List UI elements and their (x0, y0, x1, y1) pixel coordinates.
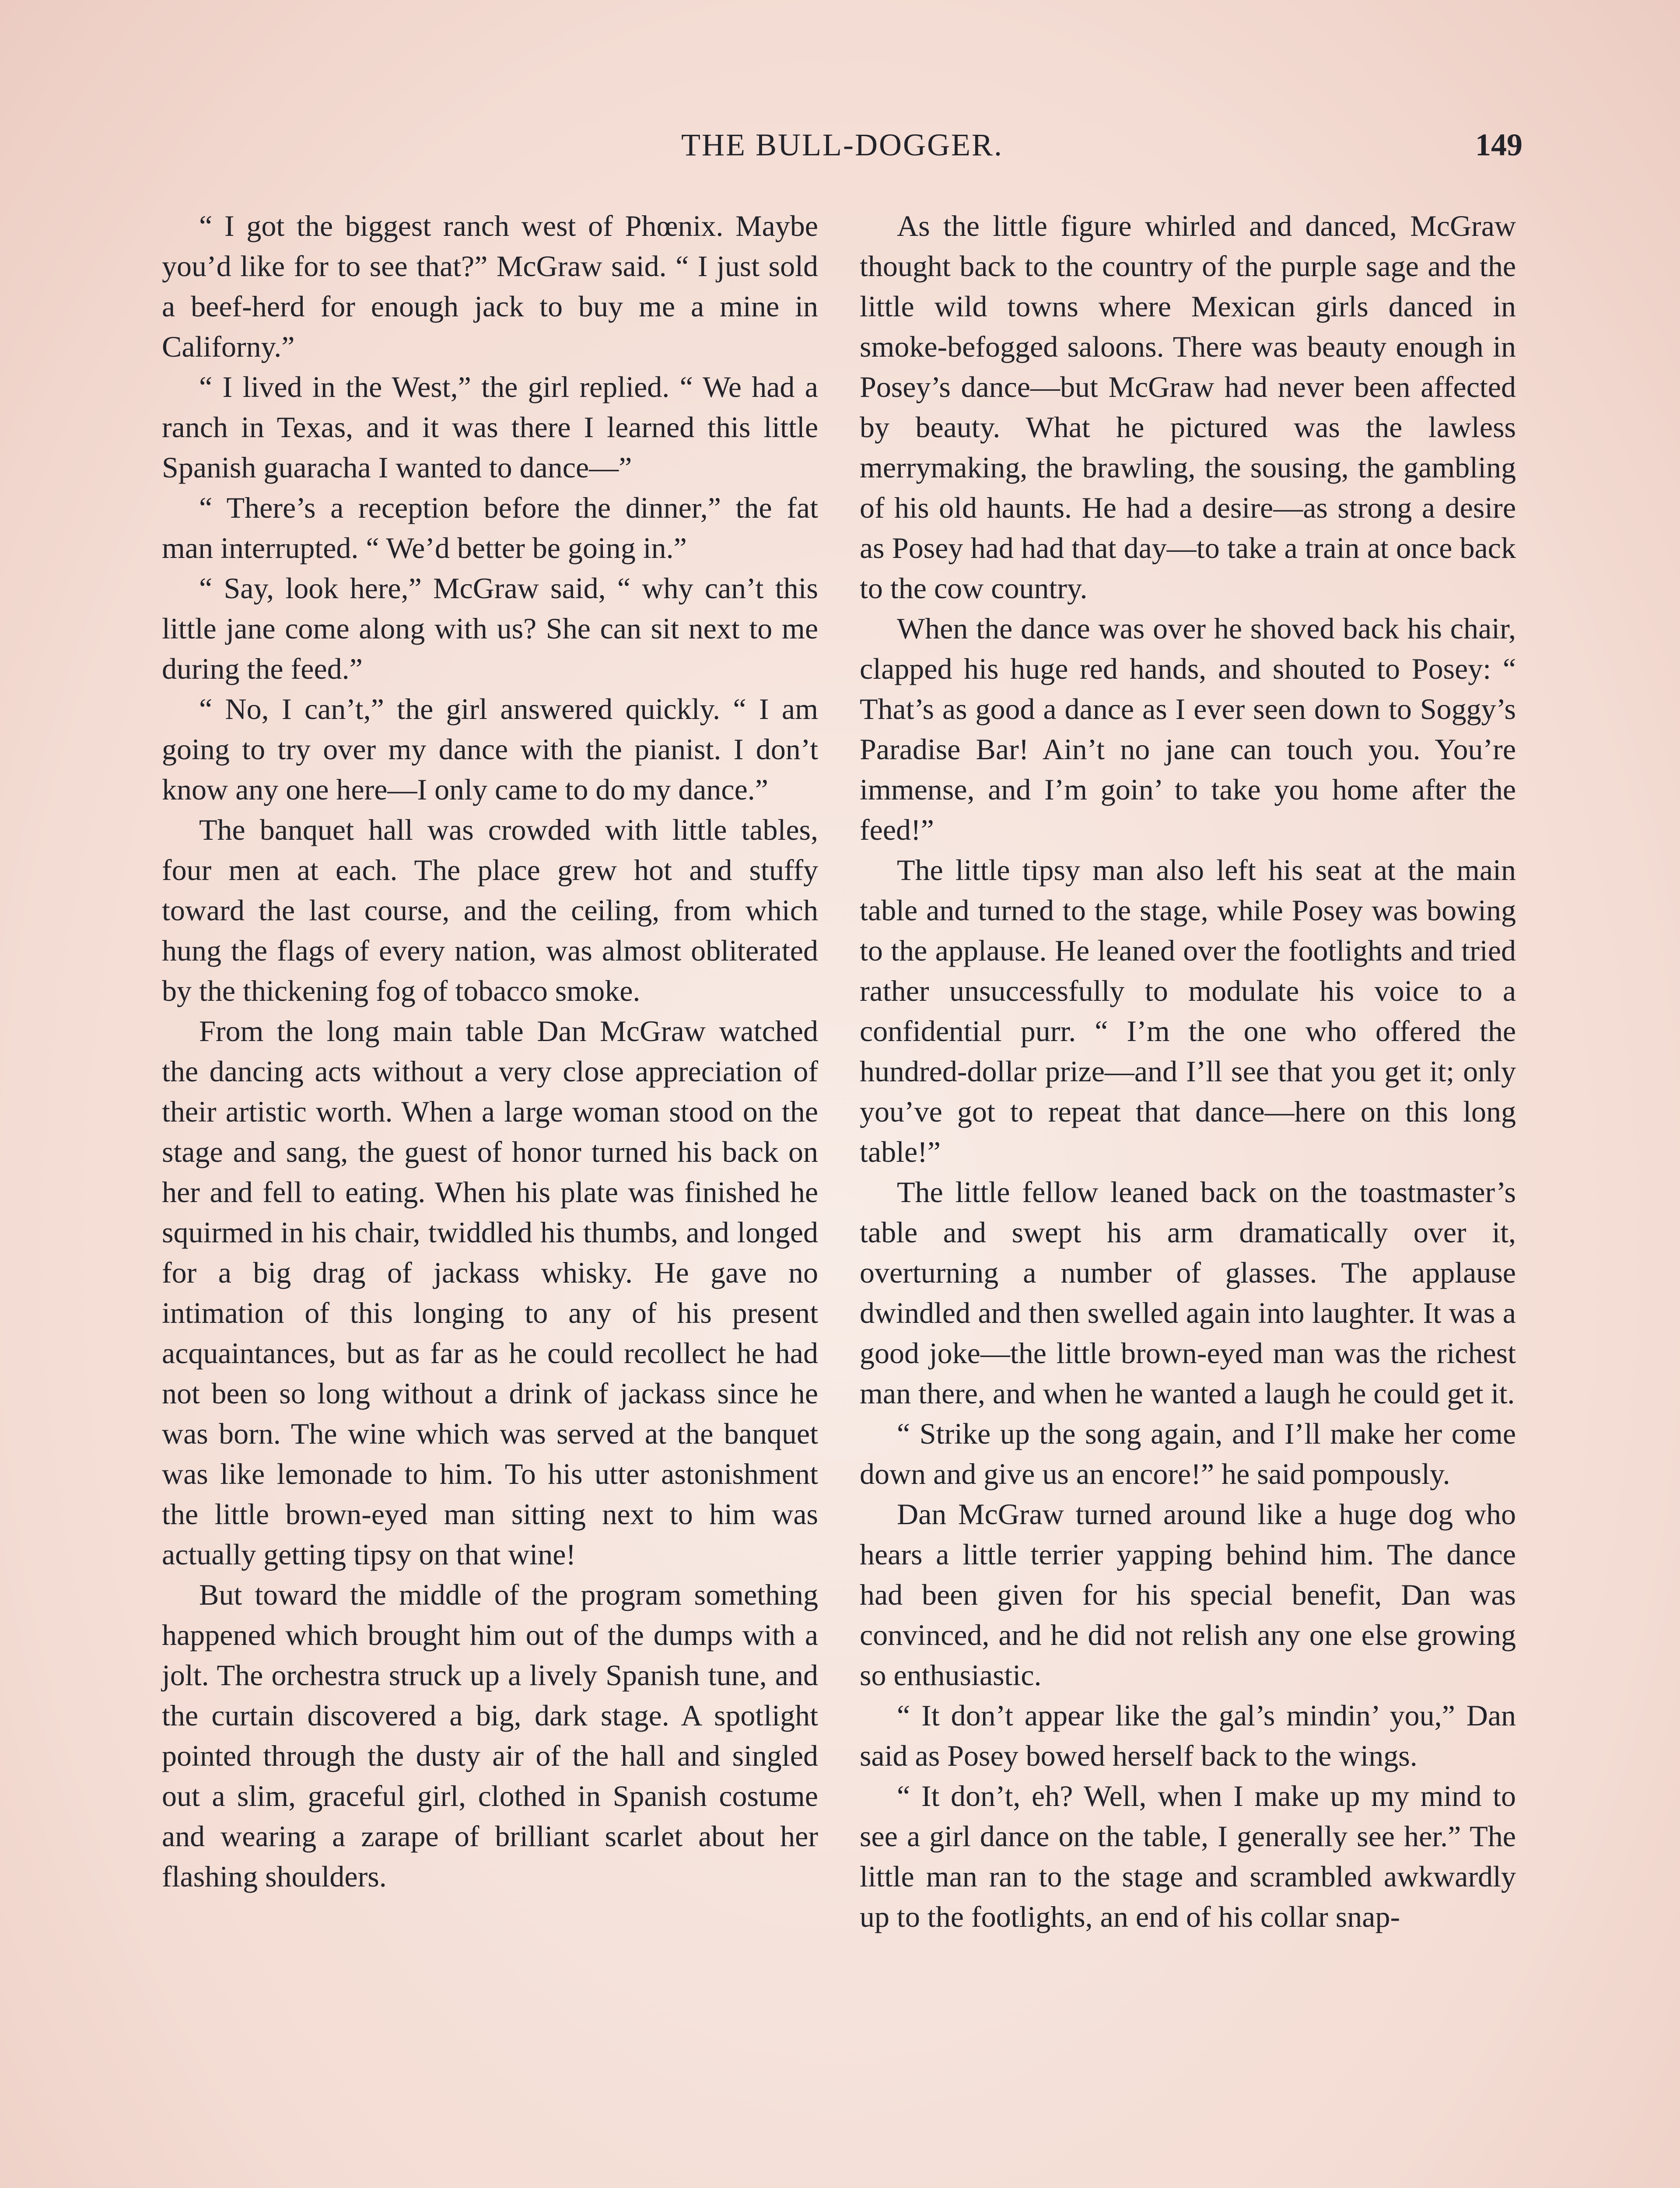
page-header (162, 127, 1522, 184)
paragraph: As the little figure whirled and danced, McGraw thought back to the country of the purple sage and the little wild towns where Mexican girls danced in smoke-befogged saloons. There was beauty enough in Posey’s dance—but McGraw had never been affected by beauty. What he pictured was the lawless merrymaking, the brawling, the sousing, the gambling of his old haunts. He had a desire—as strong a desire as Posey had had that day—to take a train at once back to the cow country. (860, 209, 1516, 605)
paragraph: When the dance was over he shoved back his chair, clapped his huge red hands, and shouted to Posey: “ That’s as good a dance as I ever seen down to Soggy’s Paradise Bar! Ain’t no jane can touch you. You’re immense, and I’m goin’ to take you home after the feed!” (860, 612, 1516, 846)
paragraph: “ It don’t appear like the gal’s mindin’ you,” Dan said as Posey bowed herself back to the wings. (860, 1699, 1516, 1772)
paragraph: “ No, I can’t,” the girl answered quickly. “ I am going to try over my dance with the pianist. I don’t know any one here—I only came to do my dance.” (162, 692, 818, 806)
paragraph: Dan McGraw turned around like a huge dog who hears a little terrier yapping behind him. The dance had been given for his special benefit, Dan was convinced, and he did not relish any one else growing so enthusiastic. (860, 1497, 1516, 1692)
paragraph: But toward the middle of the program something happened which brought him out of the dumps with a jolt. The orchestra struck up a lively Spanish tune, and the curtain discovered a big, dark stage. A spotlight pointed through the dusty air of the hall and singled out a slim, graceful girl, clothed in Spanish costume and wearing a zarape of brilliant scarlet about her flashing shoulders. (162, 1578, 818, 1893)
paragraph: The little tipsy man also left his seat at the main table and turned to the stage, while Posey was bowing to the applause. He leaned over the footlights and tried rather unsuccessfully to modulate his voice to a confidential purr. “ I’m the one who offered the hundred-dollar prize—and I’ll see that you get it; only you’ve got to repeat that dance—here on this long table!” (860, 853, 1516, 1168)
running-head: THE BULL-DOGGER. (681, 127, 1003, 162)
paragraph: “ I got the biggest ranch west of Phœnix. Maybe you’d like for to see that?” McGraw said. “ I just sold a beef-herd for enough jack to buy me a mine in Californy.” (162, 209, 818, 363)
right-column (860, 206, 1516, 1937)
paragraph: “ Say, look here,” McGraw said, “ why can’t this little jane come along with us? She can sit next to me during the feed.” (162, 572, 818, 685)
page-number: 149 (1475, 127, 1522, 162)
paragraph: From the long main table Dan McGraw watched the dancing acts without a very close appreciation of their artistic worth. When a large woman stood on the stage and sang, the guest of honor turned his back on her and fell to eating. When his plate was finished he squirmed in his chair, twiddled his thumbs, and longed for a big drag of jackass whisky. He gave no intimation of this longing to any of his present acquaintances, but as far as he could recollect he had not been so long without a drink of jackass since he was born. The wine which was served at the banquet was like lemonade to him. To his utter astonishment the little brown-eyed man sitting next to him was actually getting tipsy on that wine! (162, 1014, 818, 1571)
paragraph: “ Strike up the song again, and I’ll make her come down and give us an encore!” he said pompously. (860, 1417, 1516, 1490)
left-column (162, 206, 818, 1897)
paragraph: “ I lived in the West,” the girl replied. “ We had a ranch in Texas, and it was there I learned this little Spanish guaracha I wanted to dance—” (162, 370, 818, 484)
paragraph: The little fellow leaned back on the toastmaster’s table and swept his arm dramatically over it, overturning a number of glasses. The applause dwindled and then swelled again into laughter. It was a good joke—the little brown-eyed man was the richest man there, and when he wanted a laugh he could get it. (860, 1175, 1516, 1410)
paragraph: “ It don’t, eh? Well, when I make up my mind to see a girl dance on the table, I generally see her.” The little man ran to the stage and scrambled awkwardly up to the footlights, an end of his collar snap- (860, 1779, 1516, 1933)
paragraph: “ There’s a reception before the dinner,” the fat man interrupted. “ We’d better be going in.” (162, 491, 818, 565)
paragraph: The banquet hall was crowded with little tables, four men at each. The place grew hot and stuffy toward the last course, and the ceiling, from which hung the flags of every nation, was almost obliterated by the thickening fog of tobacco smoke. (162, 813, 818, 1007)
